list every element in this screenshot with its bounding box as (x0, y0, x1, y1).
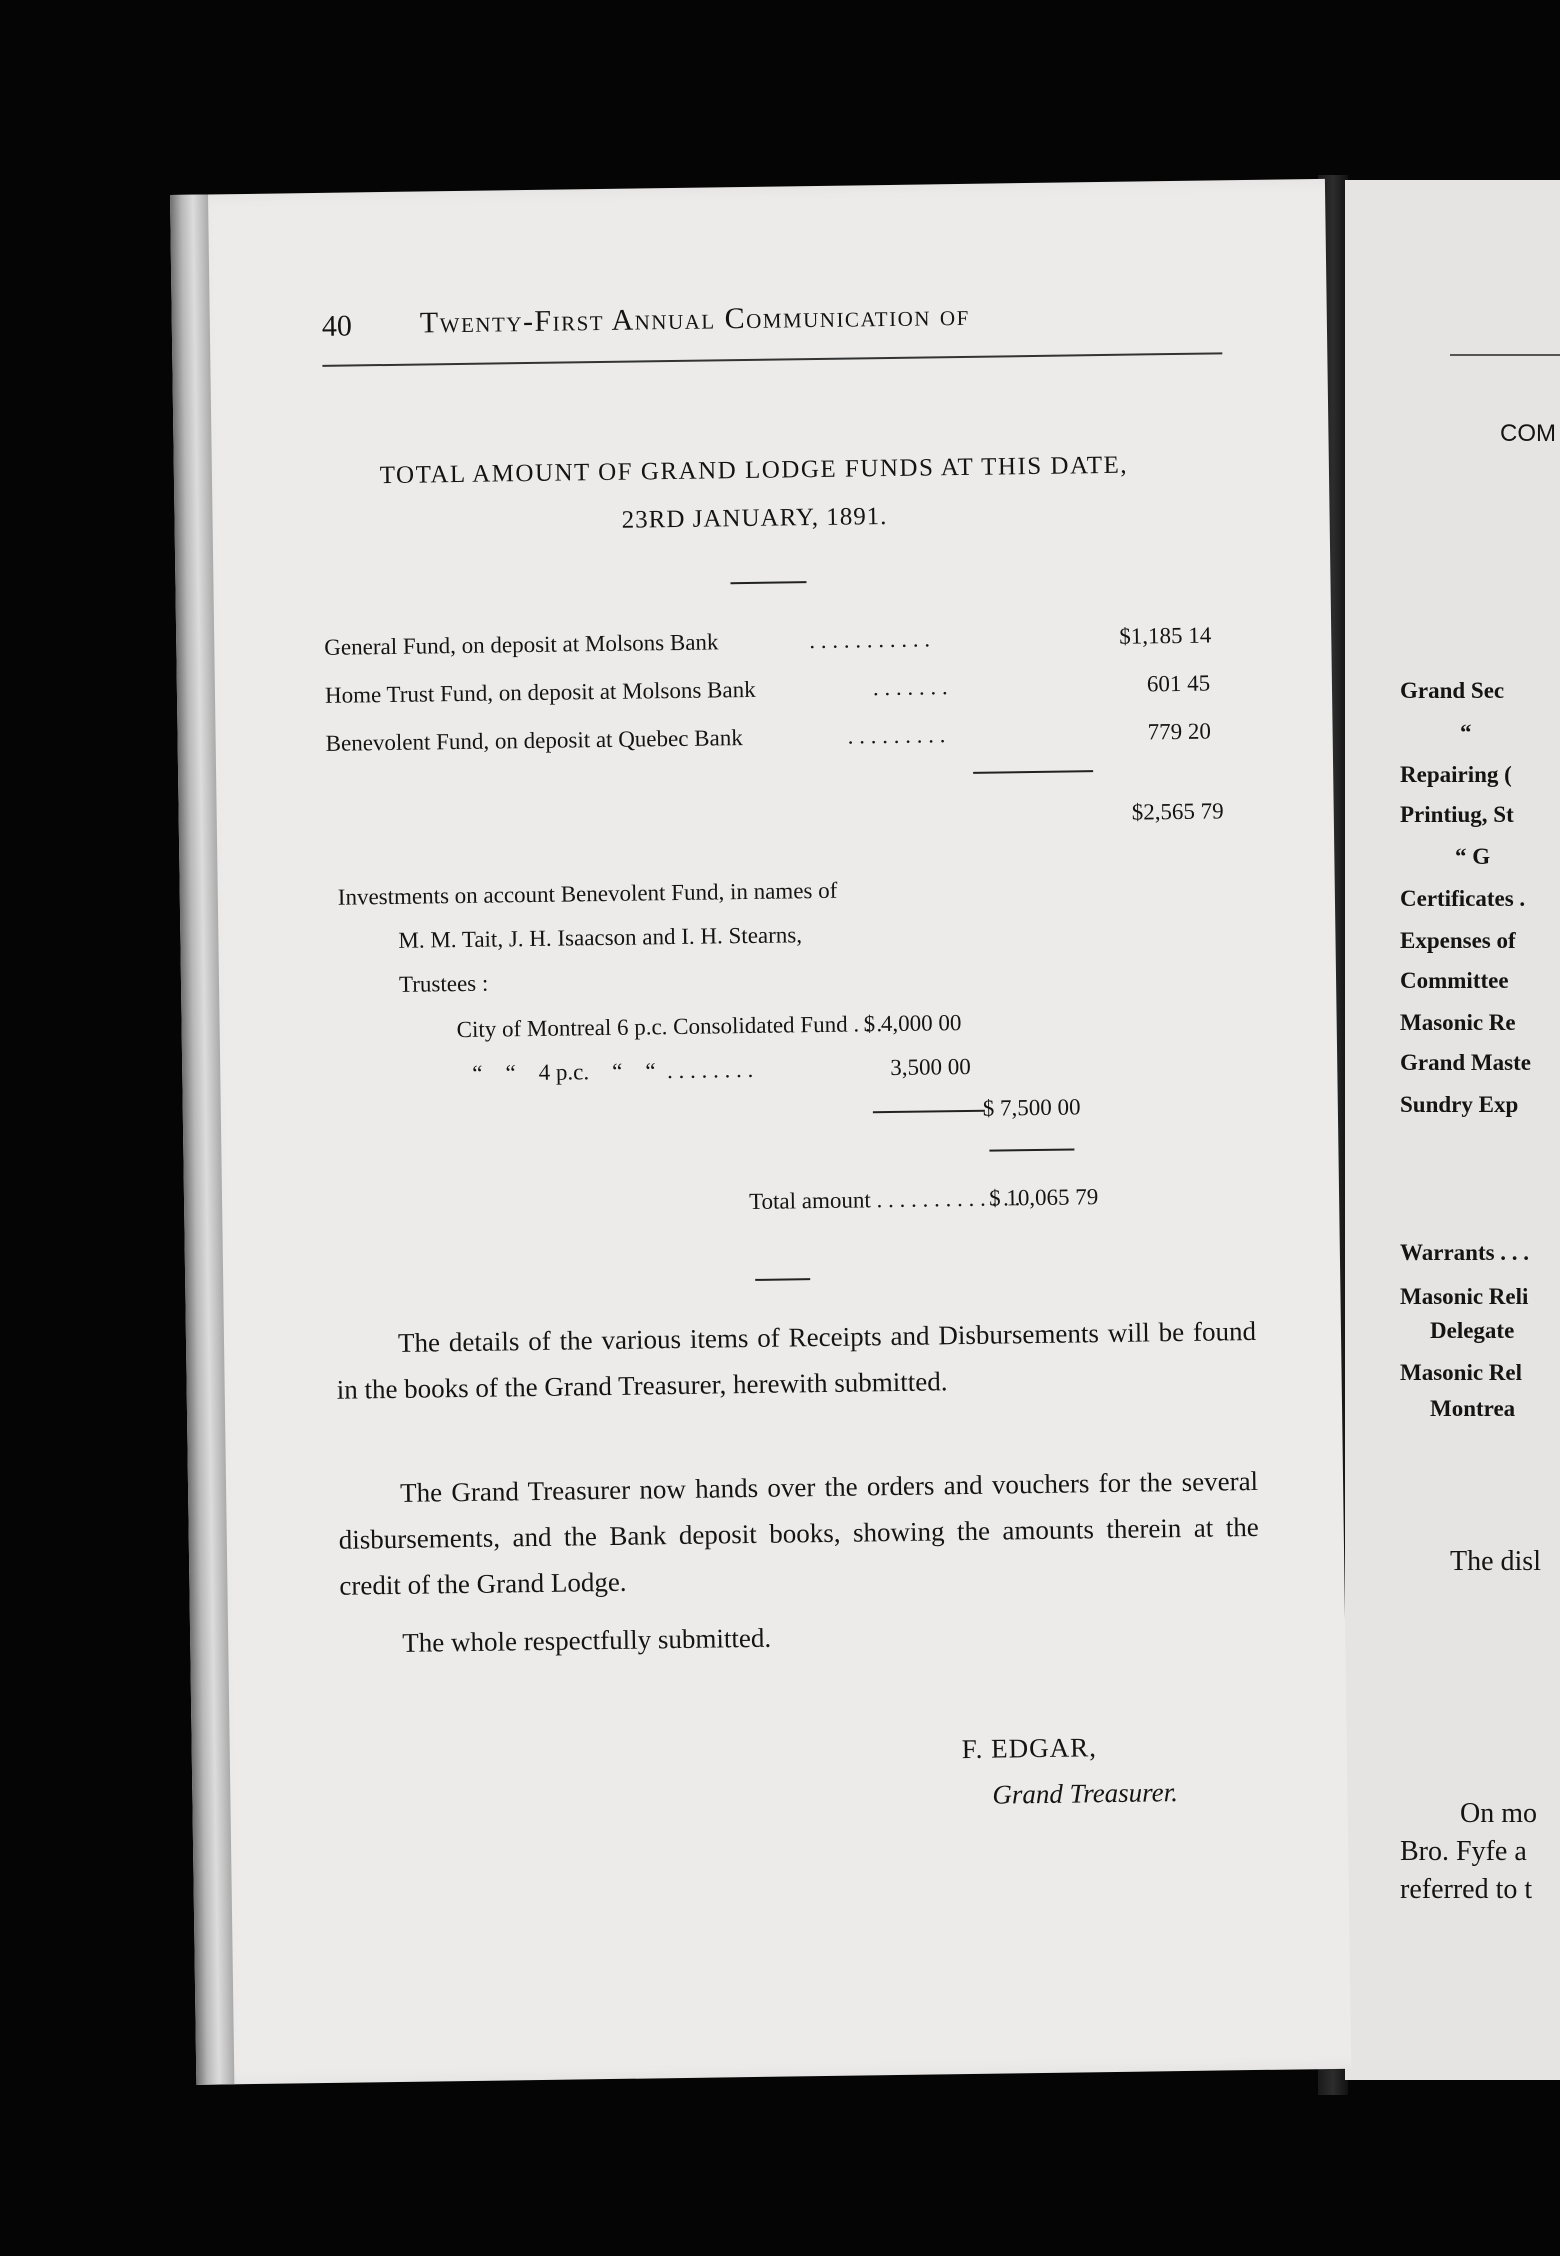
investment-item-amount: 3,500 00 (890, 1053, 971, 1081)
funds-subtotal: $2,565 79 (1131, 798, 1224, 825)
page-number: 40 (321, 309, 353, 343)
left-page (170, 179, 1351, 2085)
facing-page (1345, 180, 1560, 2080)
leader-dots: . . . . . . . . . (847, 722, 946, 749)
fund-label: Benevolent Fund, on deposit at Quebec Bank (325, 725, 743, 756)
facing-line: Masonic Rel (1400, 1360, 1523, 1385)
investments-line: Investments on account Benevolent Fund, in names of (337, 877, 838, 910)
total-rule (989, 1148, 1074, 1151)
facing-line: Expenses of (1400, 928, 1516, 953)
investment-item-amount: $ 4,000 00 (863, 1010, 962, 1037)
paragraph: The details of the various items of Receipts and Disbursements will be found in the books of the Grand Treasurer, herewith submitted. (336, 1315, 1257, 1405)
ledger-row (327, 798, 1247, 847)
page-binding-edge (170, 194, 234, 2084)
leader-dots: . . . . . . . (872, 674, 948, 701)
investments-rule (873, 1110, 985, 1114)
running-head (322, 295, 1223, 358)
facing-line: Printiug, St (1400, 802, 1514, 827)
fund-amount: 779 20 (1147, 718, 1212, 745)
fund-amount: 601 45 (1146, 670, 1211, 697)
investments-subtotal: $ 7,500 00 (982, 1094, 1081, 1121)
total-label: Total amount . . . . . . . . . . . . . (748, 1185, 1021, 1215)
section-rule (755, 1278, 810, 1281)
signatory-title: Grand Treasurer. (992, 1777, 1179, 1810)
paragraph: The Grand Treasurer now hands over the orders and vouchers for the several disbursements, and the Bank deposit books, showing the amounts therein at the credit of the Grand Lodge. (338, 1465, 1259, 1601)
facing-line: Grand Sec (1400, 678, 1505, 703)
title-rule (730, 581, 806, 584)
investment-item-label: City of Montreal 6 p.c. Consolidated Fund . . . (456, 1011, 883, 1043)
investments-line: Trustees : (398, 970, 489, 997)
statement-date: 23RD JANUARY, 1891. (621, 503, 888, 534)
ledger-row (324, 622, 1244, 671)
leader-dots: . . . . . . . . . . . (809, 626, 931, 654)
ledger-row (325, 718, 1245, 767)
fund-label: Home Trust Fund, on deposit at Molsons Bank (324, 676, 756, 708)
facing-page-heading: COM (1500, 420, 1556, 447)
ledger-row (325, 670, 1245, 719)
facing-line: “ G (1455, 844, 1491, 869)
fund-amount: $1,185 14 (1119, 622, 1212, 649)
facing-line: Repairing ( (1400, 762, 1512, 787)
sum-rule (973, 770, 1093, 774)
facing-line: Sundry Exp (1400, 1092, 1519, 1117)
facing-paragraph-line: Bro. Fyfe a (1400, 1836, 1527, 1867)
facing-page-rule (1450, 354, 1560, 356)
facing-line: “ (1460, 720, 1472, 745)
fund-label: General Fund, on deposit at Molsons Bank (324, 629, 719, 660)
facing-line: Delegate (1430, 1318, 1515, 1343)
investments-line: M. M. Tait, J. H. Isaacson and I. H. Stearns, (398, 922, 803, 953)
facing-paragraph-line: referred to t (1400, 1874, 1533, 1905)
facing-line: Montrea (1430, 1396, 1516, 1421)
signatory-name: F. EDGAR, (961, 1732, 1098, 1765)
facing-line: Committee (1400, 968, 1509, 993)
statement-title: TOTAL AMOUNT OF GRAND LODGE FUNDS AT THIS DATE, (379, 451, 1129, 490)
facing-line: Certificates . (1400, 886, 1526, 911)
total-amount: $ 10,065 79 (988, 1184, 1099, 1211)
investment-item-label: “ “ 4 p.c. “ “ . . . . . . . . (472, 1056, 754, 1086)
facing-line: Grand Maste (1400, 1050, 1531, 1075)
facing-paragraph: The disl (1450, 1546, 1541, 1577)
facing-line: Masonic Reli (1400, 1284, 1529, 1309)
running-title: Twenty-First Annual Communication of (419, 298, 970, 340)
facing-line: Warrants . . . (1400, 1240, 1530, 1265)
paragraph: The whole respectfully submitted. (402, 1622, 772, 1658)
facing-paragraph-line: On mo (1460, 1798, 1537, 1829)
facing-line: Masonic Re (1400, 1010, 1516, 1035)
